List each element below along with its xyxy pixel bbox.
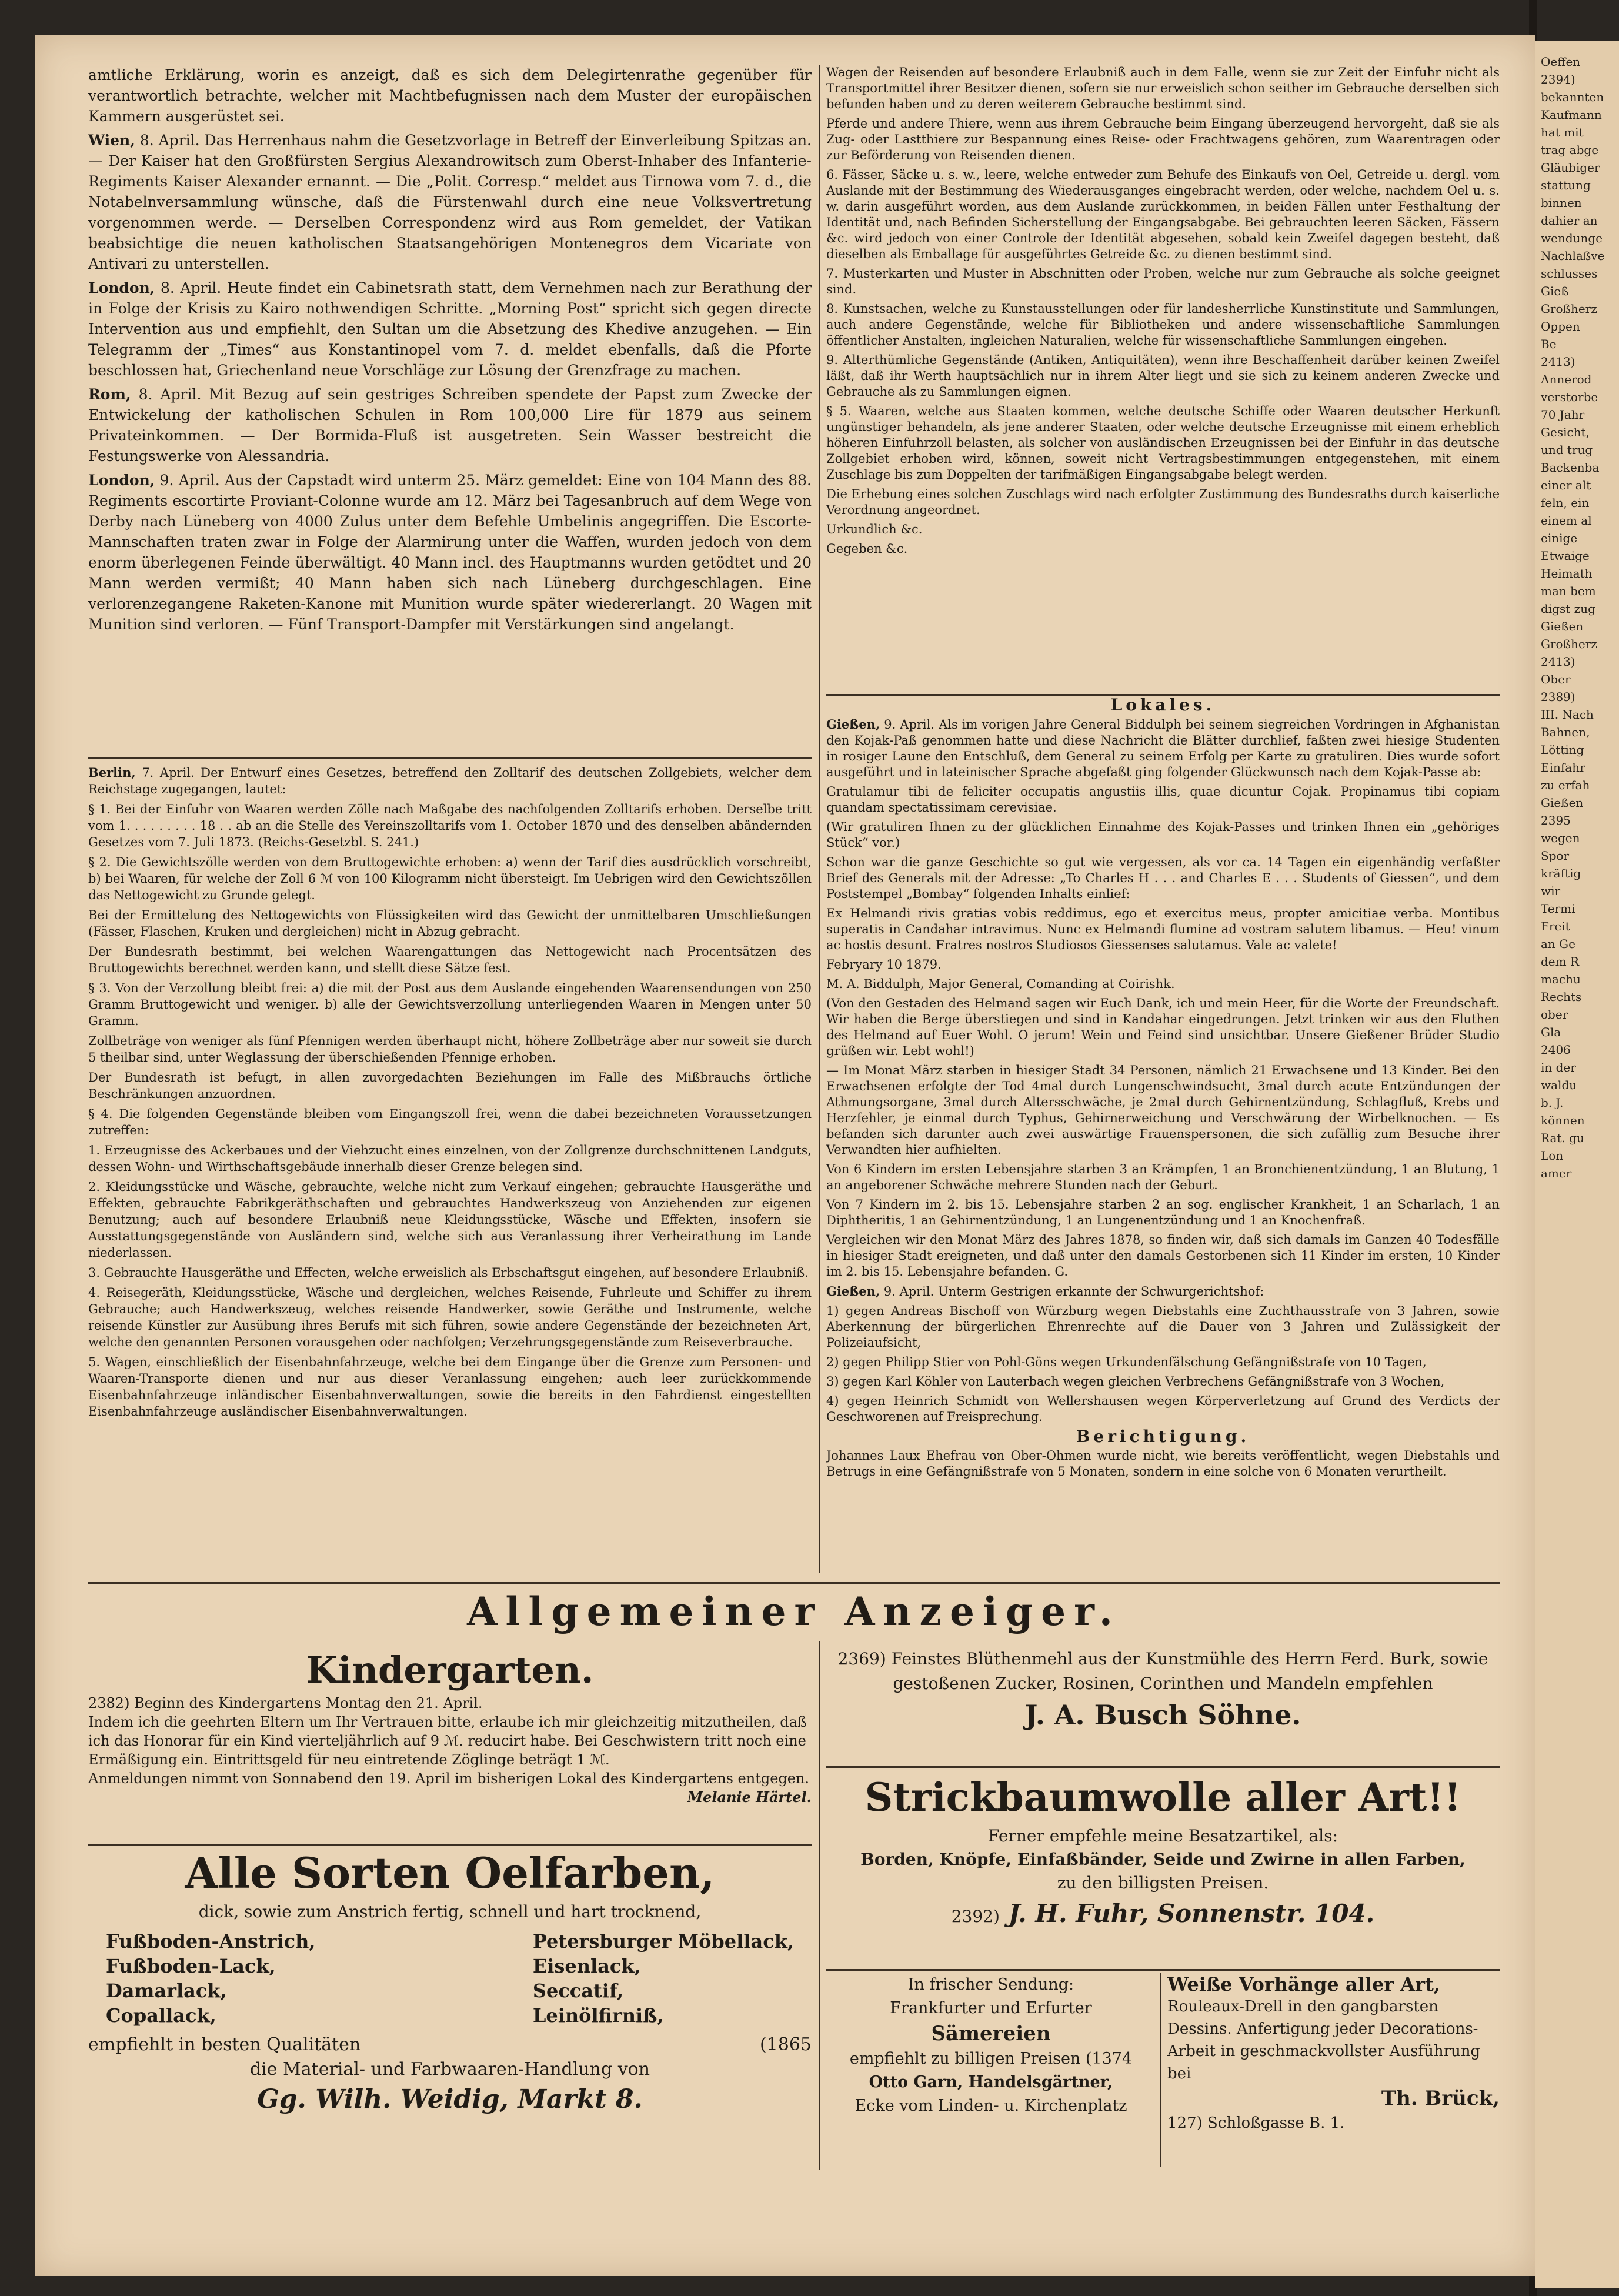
- tariff-item: 3. Gebrauchte Hausgeräthe und Effecten, welche erweislich als Erbschaftsgut eingehen, auf besondere Erlaubniß.: [88, 1266, 809, 1280]
- ad-body: Anmeldungen nimmt von Sonnabend den 19. April im bisherigen Lokal des Kindergartens entgegen.: [88, 1770, 810, 1787]
- ad-divider: [826, 1969, 1500, 1971]
- ad-line: die Material- und Farbwaaren-Handlung von: [249, 2059, 650, 2080]
- ad-title: Strickbaumwolle aller Art!!: [864, 1774, 1461, 1820]
- ad-kindergarten: [88, 1647, 812, 1841]
- edge-line: hat mit: [1541, 125, 1584, 139]
- tariff-section: § 2. Die Gewichtszölle werden von dem Bruttogewichte erhoben: a) wenn der Tarif dies ausdrücklich vorschreibt, b) bei Waaren, für welche der Zoll 6 ℳ von 100 Kilogramm nicht übersteigt. Im Uebrigen wird den Gewichtszöllen das Nettogewicht zu Grunde gelegt.: [88, 855, 812, 902]
- edge-line: Ober: [1541, 672, 1571, 686]
- tariff-section: § 4. Die folgenden Gegenstände bleiben vom Eingangszoll frei, wenn die dabei bezeichneten Voraussetzungen zutreffen:: [88, 1107, 812, 1137]
- ad-divider: [826, 1766, 1500, 1768]
- edge-line: trag abge: [1541, 143, 1599, 157]
- tariff-section: Der Bundesrath bestimmt, bei welchen Waarengattungen das Nettogewicht nach Procentsätzen des Bruttogewichts berechnet werden kann, und stellt diese Sätze fest.: [88, 945, 812, 975]
- edge-line: Heimath: [1541, 566, 1593, 580]
- dateline: Gießen,: [826, 717, 880, 732]
- verdict-item: 4) gegen Heinrich Schmidt von Wellershausen wegen Körperverletzung auf Grund des Verdicts der Geschworenen auf Freisprechung.: [826, 1394, 1500, 1424]
- ad-body: 2369) Feinstes Blüthenmehl aus der Kunstmühle des Herrn Ferd. Burk, sowie gestoßenen Zucker, Rosinen, Corinthen und Mandeln empfehlen: [837, 1649, 1488, 1693]
- product-item: Eisenlack,: [532, 1955, 641, 1977]
- ad-address: 127) Schloßgasse B. 1.: [1167, 2114, 1345, 2132]
- tariff-closing: Gegeben &c.: [826, 542, 908, 556]
- ad-line: empfiehlt in besten Qualitäten (1865: [88, 2033, 812, 2057]
- ad-address: Ecke vom Linden- u. Kirchenplatz: [854, 2097, 1127, 2115]
- edge-line: Oeffen: [1541, 55, 1581, 69]
- tariff-closing: Urkundlich &c.: [826, 522, 923, 536]
- edge-line: Oppen: [1541, 319, 1580, 333]
- local-item: Gießen, 9. April. Unterm Gestrigen erkannte der Schwurgerichtshof:: [826, 1284, 1264, 1299]
- local-item: Gießen, 9. April. Als im vorigen Jahre General Biddulph bei seinem siegreichen Vordringen in Afghanistan den Kojak-Paß genommen hatte und diese Nachricht die Blätter durchlief, faßten zwei hiesige Studenten in rosiger Laune den Entschluß, dem General zu seinem Erfolg per Karte zu gratuliren. Dies wurde sofort ausgeführt und in lateinischer Sprache abgefaßt ging folgender Glückwunsch nach dem Kojak-Passe ab:: [826, 717, 1500, 779]
- ad-divider: [88, 1844, 812, 1846]
- section-divider: [88, 757, 812, 759]
- product-item: Seccatif,: [532, 1980, 624, 2002]
- ad-column-rule: [819, 1641, 820, 2170]
- verdict-item: 2) gegen Philipp Stier von Pohl-Göns wegen Urkundenfälschung Gefängnißstrafe von 10 Tagen,: [826, 1355, 1427, 1369]
- edge-line: einige: [1541, 531, 1578, 545]
- edge-line: schlusses: [1541, 266, 1598, 281]
- edge-line: Backenba: [1541, 460, 1600, 475]
- edge-line: Etwaige: [1541, 549, 1590, 563]
- edge-line: 2406: [1541, 1043, 1571, 1057]
- tariff-item: 5. Wagen, einschließlich der Eisenbahnfahrzeuge, welche bei dem Eingange über die Grenze zum Personen- und Waaren-Transporte dienen und nur aus dieser Veranlassung eingehen; auch leer zurückkommende Eisenbahnfahrzeuge inländischer Eisenbahnverwaltungen, sowie die bereits in den Fahrdienst eingestellten Eisenbahnfahrzeuge ausländischer Eisenbahnverwaltungen.: [88, 1355, 812, 1419]
- ad-firm: 2392) J. H. Fuhr, Sonnenstr. 104.: [951, 1899, 1375, 1928]
- edge-line: 70 Jahr: [1541, 408, 1585, 422]
- ad-knitting-wool: [826, 1770, 1500, 1964]
- dateline: Wien,: [88, 132, 135, 149]
- adjacent-page-text: [1541, 53, 1614, 1182]
- product-item: Fußboden-Anstrich,: [106, 1930, 316, 1953]
- edge-line: dem R: [1541, 955, 1580, 969]
- edge-line: Nachlaßve: [1541, 249, 1605, 263]
- edge-line: Termi: [1541, 902, 1575, 916]
- edge-line: an Ge: [1541, 937, 1575, 951]
- ad-oil-paints: [88, 1847, 812, 2164]
- local-item: Vergleichen wir den Monat März des Jahres 1878, so finden wir, daß sich damals im Ganzen 40 Todesfälle in hiesiger Stadt ereigneten, und daß unter den damals Gestorbenen sich 11 Kinder im ersten, 10 Kinder im 2. bis 15. Lebensjahre befanden. G.: [826, 1233, 1500, 1279]
- edge-line: wendunge: [1541, 231, 1603, 245]
- ad-firm: J. A. Busch Söhne.: [1024, 1699, 1301, 1731]
- edge-line: b. J.: [1541, 1096, 1564, 1110]
- ad-curtains: [1167, 1973, 1500, 2167]
- tariff-item: 4. Reisegeräth, Kleidungsstücke, Wäsche und dergleichen, welches Reisende, Fuhrleute und Schiffer zu ihrem Gebrauche; auch Handwerkszeug, welches reisende Handwerker, sowie Geräthe und Instrumente, welche reisende Künstler zur Ausübung ihres Berufs mit sich führen, sowie andere Gegenstände der bezeichneten Art, welche den genannten Personen vorausgehen oder nachfolgen; Verzehrungsgegenstände zum Reiseverbrauche.: [88, 1286, 812, 1349]
- edge-line: man bem: [1541, 584, 1596, 598]
- edge-line: wegen: [1541, 831, 1580, 845]
- edge-line: 2394): [1541, 72, 1575, 86]
- latin-quote: Ex Helmandi rivis gratias vobis reddimus, ego et exercitus meus, propter amicitiae verba. Montibus superatis in Candahar intravimus. Nunc ex Helmandi flumine ad vostram salutem libamus. — Heu! vinum ac hostis desunt. Fratres nostros Studiosos Giessenses salutamus. Vale ac valete!: [826, 906, 1500, 952]
- section-title-lokales: Lokales.: [1110, 697, 1216, 715]
- edge-line: digst zug: [1541, 602, 1595, 616]
- edge-line: Spor: [1541, 849, 1570, 863]
- edge-line: 2413): [1541, 655, 1575, 669]
- ad-signature: Melanie Härtel.: [687, 1788, 812, 1806]
- news-london: London, 8. April. Heute findet ein Cabinetsrath statt, dem Vernehmen nach zur Berathung der in Folge der Krisis zu Kairo nothwendigen Schritte. „Morning Post“ spricht sich gegen directe Intervention aus und empfiehlt, den Sultan um die Absetzung des Khedive anzugehen. — Ein Telegramm der „Times“ aus Konstantinopel vom 7. d. meldet ebenfalls, daß die Pforte beschlossen hat, Griechenland neue Vorschläge zur Lösung der Grenzfrage zu machen.: [88, 279, 812, 379]
- translation: (Von den Gestaden des Helmand sagen wir Euch Dank, ich und mein Heer, für die Worte der Freundschaft. Wir haben die Berge überstiegen und sind in Kandahar eingedrungen. Jetzt trinken wir aus den Fluthen des Helmand auf Euer Wohl. O jerum! Wein und Feind sind unsichtbar. Unsere Gießener Brüder Studio grüßen wir. Lebt wohl!): [826, 996, 1500, 1058]
- product-item: Copallack,: [106, 2004, 216, 2027]
- edge-line: Lon: [1541, 1149, 1564, 1163]
- edge-line: kräftig: [1541, 866, 1581, 880]
- ad-firm: Gg. Wilh. Weidig, Markt 8.: [257, 2084, 643, 2114]
- tariff-law-column: [88, 765, 812, 1570]
- tariff-item: 8. Kunstsachen, welche zu Kunstausstellungen oder für landesherrliche Kunstinstitute und Sammlungen, auch andere Gegenstände, welche für Bibliotheken und andere wissenschaftliche Sammlungen öffentlicher Anstalten, ingleichen Naturalien, welche für wissenschaftliche Sammlungen eingehen.: [826, 302, 1500, 348]
- ad-title: Alle Sorten Oelfarben,: [185, 1848, 715, 1898]
- correction-text: Johannes Laux Ehefrau von Ober-Ohmen wurde nicht, wie bereits veröffentlicht, wegen Diebstahls und Betrugs in eine Gefängnißstrafe von 5 Monaten, sondern in eine solche von 6 Monaten verurtheilt.: [826, 1449, 1500, 1479]
- tariff-item: Pferde und andere Thiere, wenn aus ihrem Gebrauche beim Eingang überzeugend hervorgeht, daß sie als Zug- oder Lastthiere zur Bespannung eines Reise- oder Frachtwagens gehören, zum Waarentragen oder zur Beförderung von Reisenden dienen.: [826, 116, 1500, 162]
- edge-line: Gla: [1541, 1025, 1561, 1039]
- tariff-section: Zollbeträge von weniger als fünf Pfennigen werden überhaupt nicht, höhere Zollbeträge aber nur soweit sie durch 5 theilbar sind, unter Weglassung der überschießenden Pfennige erhoben.: [88, 1034, 812, 1064]
- edge-line: Rat. gu: [1541, 1131, 1584, 1145]
- ad-number: 2392): [951, 1907, 1000, 1926]
- section-divider: [826, 694, 1500, 696]
- verdict-item: 3) gegen Karl Köhler von Lauterbach wegen gleichen Verbrechens Gefängnißstrafe von 3 Wochen,: [826, 1374, 1445, 1389]
- ad-title: Kindergarten.: [306, 1648, 594, 1691]
- news-paragraph: amtliche Erklärung, worin es anzeigt, daß es sich dem Delegirtenrathe gegenüber für verantwortlich betrachte, welcher mit Machtbefugnissen nach dem Muster der europäischen Kammern ausgerüstet sei.: [88, 66, 812, 125]
- tariff-section: Der Bundesrath ist befugt, in allen zuvorgedachten Beziehungen im Falle des Mißbrauchs örtliche Beschränkungen anzuordnen.: [88, 1070, 812, 1101]
- tariff-intro: Berlin, 7. April. Der Entwurf eines Gesetzes, betreffend den Zolltarif des deutschen Zollgebiets, welcher dem Reichstage zugegangen, lautet:: [88, 765, 812, 796]
- edge-line: Gesicht,: [1541, 425, 1590, 439]
- edge-line: Gießen: [1541, 619, 1584, 633]
- edge-line: Einfahr: [1541, 760, 1585, 775]
- edge-line: dahier an: [1541, 213, 1598, 228]
- local-item: Von 7 Kindern im 2. bis 15. Lebensjahre starben 2 an sog. englischer Krankheit, 1 an Scharlach, 1 an Diphtheritis, 1 an Gehirnentzündung, 1 an Lungenentzündung und 1 an Knochenfraß.: [826, 1197, 1500, 1227]
- letter-date: Febryary 10 1879.: [826, 957, 942, 972]
- latin-quote: Gratulamur tibi de feliciter occupatis angustiis illis, quae dicuntur Cojak. Propinamus tibi copiam quandam spectatissimam cerevisiae.: [826, 785, 1500, 815]
- ad-line: Ferner empfehle meine Besatzartikel, als:: [988, 1826, 1338, 1846]
- tariff-item: 7. Musterkarten und Muster in Abschnitten oder Proben, welche nur zum Gebrauche als solche geeignet sind.: [826, 266, 1500, 296]
- edge-line: Großherz: [1541, 637, 1597, 651]
- tariff-item: Wagen der Reisenden auf besondere Erlaubniß auch in dem Falle, wenn sie zur Zeit der Einfuhr nicht als Transportmittel ihrer Besitzer dienen, sofern sie nur erweislich schon seither im Gebrauche derselben sich befunden haben und zu deren weiterem Gebrauche bestimmt sind.: [826, 65, 1500, 111]
- edge-line: Bahnen,: [1541, 725, 1590, 739]
- edge-line: ober: [1541, 1007, 1568, 1022]
- edge-line: Lötting: [1541, 743, 1584, 757]
- local-item: Von 6 Kindern im ersten Lebensjahre starben 3 an Krämpfen, 1 an Bronchienentzündung, 1 an Blutung, 1 an angeborener Schwäche mehrere Stunden nach der Geburt.: [826, 1162, 1500, 1192]
- tariff-section: Die Erhebung eines solchen Zuschlags wird nach erfolgter Zustimmung des Bundesraths durch kaiserliche Verordnung angeordnet.: [826, 487, 1500, 517]
- news-wien: Wien, 8. April. Das Herrenhaus nahm die Gesetzvorlage in Betreff der Einverleibung Spitzas an. — Der Kaiser hat den Großfürsten Sergius Alexandrowitsch zum Oberst-Inhaber des Infanterie-Regiments Kaiser Alexander ernannt. — Die „Polit. Corresp.“ meldet aus Tirnowa vom 7. d., die Notabelnversammlung wünsche, daß die Fürstenwahl durch eine neue Volksvertretung vorgenommen werde. — Derselben Correspondenz wird aus Rom gemeldet, der Vatikan beabsichtige die neuen katholischen Staatsangehörigen Montenegros dem Vicariate von Antivari zu unterstellen.: [88, 132, 812, 272]
- edge-line: Freit: [1541, 919, 1570, 933]
- edge-line: und trug: [1541, 443, 1593, 457]
- advertiser-title: Allgemeiner Anzeiger.: [467, 1588, 1121, 1634]
- author-mark: G.: [1054, 1264, 1069, 1279]
- translation: (Wir gratuliren Ihnen zu der glücklichen Einnahme des Kojak-Passes und trinken Ihnen ein „gehöriges Stück“ vor.): [826, 820, 1500, 850]
- product-item: Leinölfirniß,: [532, 2004, 664, 2027]
- local-news-column: [826, 697, 1500, 1573]
- dateline: Rom,: [88, 386, 131, 403]
- dateline: London,: [88, 472, 155, 489]
- ad-firm: Th. Brück,: [1381, 2087, 1500, 2110]
- edge-line: Großherz: [1541, 302, 1597, 316]
- ad-line: In frischer Sendung:: [907, 1975, 1074, 1994]
- edge-line: 2389): [1541, 690, 1575, 704]
- local-item: — Im Monat März starben in hiesiger Stadt 34 Personen, nämlich 21 Erwachsene und 13 Kinder. Bei den Erwachsenen erfolgte der Tod 4mal durch Lungenschwindsucht, 3mal durch acute Entzündungen der Athmungsorgane, 3mal durch Altersschwäche, je 2mal durch Gehirnentzündung, Schlagfluß, Krebs und Herzfehler, je einmal durch Typhus, Gehirnerweichung und Verschwärung der Wirbelknochen. — Es befanden sich darunter auch zwei auswärtige Frauenspersonen, die sich zufällig zum Besuche ihrer Verwandten hier aufhielten.: [826, 1063, 1500, 1157]
- edge-line: zu erfah: [1541, 778, 1590, 792]
- news-rom: Rom, 8. April. Mit Bezug auf sein gestriges Schreiben spendete der Papst zum Zwecke der Entwickelung der katholischen Schulen in Rom 100,000 Lire für 1879 aus seinem Privateinkommen. — Der Bormida-Fluß ist ausgetreten. Sein Wasser bestreicht die Festungswerke von Alessandria.: [88, 386, 812, 465]
- tariff-item: 2. Kleidungsstücke und Wäsche, gebrauchte, welche nicht zum Verkauf eingehen; gebrauchte Hausgeräthe und Effekten, gebrauchte Fabrikgeräthschaften und gebrauchtes Handwerkszeug von Anziehenden zur eigenen Benutzung; auch auf besondere Erlaubniß neue Kleidungsstücke, Wäsche und Effekten, insofern sie Ausstattungsgegenstände von Ausländern sind, welche sich aus Veranlassung ihrer Verheirathung im Lande niederlassen.: [88, 1180, 812, 1260]
- product-list: [88, 1924, 812, 2033]
- edge-line: können: [1541, 1113, 1585, 1127]
- edge-line: amer: [1541, 1166, 1572, 1180]
- product-item: Damarlack,: [106, 1980, 227, 2002]
- edge-line: waldu: [1541, 1078, 1577, 1092]
- edge-line: wir: [1541, 884, 1561, 898]
- ad-title: Sämereien: [931, 2022, 1051, 2045]
- ad-body: Rouleaux-Drell in den gangbarsten Dessins. Anfertigung jeder Decorations-Arbeit in geschmackvollster Ausführung bei: [1167, 1998, 1481, 2083]
- political-news-column: [88, 65, 812, 753]
- ad-firm: Otto Garn, Handelsgärtner,: [869, 2073, 1113, 2091]
- ad-subtitle: dick, sowie zum Anstrich fertig, schnell und hart trocknend,: [198, 1902, 702, 1921]
- product-item: Petersburger Möbellack,: [532, 1930, 794, 1953]
- section-divider: [88, 1582, 1500, 1584]
- ad-line: empfiehlt zu billigen Preisen (1374: [849, 2050, 1133, 2068]
- edge-line: einer alt: [1541, 478, 1591, 492]
- ad-column-rule: [1160, 1973, 1161, 2167]
- edge-line: Gieß: [1541, 284, 1569, 298]
- edge-line: in der: [1541, 1060, 1576, 1074]
- edge-line: binnen: [1541, 196, 1582, 210]
- dateline: Berlin,: [88, 765, 136, 780]
- verdict-item: 1) gegen Andreas Bischoff von Würzburg wegen Diebstahls eine Zuchthausstrafe von 3 Jahren, sowie Aberkennung der bürgerlichen Ehrenrechte auf die Dauer von 3 Jahren und Zulässigkeit der Polizeiaufsicht,: [826, 1304, 1500, 1350]
- tariff-section: § 3. Von der Verzollung bleibt frei: a) die mit der Post aus dem Auslande eingehenden Waarensendungen von 250 Gramm Bruttogewicht und weniger. b) alle der Gewichtsverzollung unterliegenden Waaren in Mengen unter 50 Gramm.: [88, 981, 812, 1028]
- edge-line: Gießen: [1541, 796, 1584, 810]
- tariff-section: § 5. Waaren, welche aus Staaten kommen, welche deutsche Schiffe oder Waaren deutscher Herkunft ungünstiger behandeln, als jene anderer Staaten, oder welche deutsche Erzeugnisse mit einem erheblich höheren Einfuhrzoll belasten, als solcher von ausländischen Erzeugnissen bei der Einfuhr in das deutsche Zollgebiet erhoben wird, können, soweit nicht Vertragsbestimmungen entgegenstehen, mit einem Zuschlage bis zum Doppelten der tarifmäßigen Eingangsabgabe belegt werden.: [826, 404, 1500, 482]
- product-list-right: [533, 1929, 794, 2028]
- ad-title: Weiße Vorhänge aller Art,: [1167, 1973, 1440, 1995]
- edge-line: III. Nach: [1541, 708, 1594, 722]
- tariff-section: § 1. Bei der Einfuhr von Waaren werden Zölle nach Maßgabe des nachfolgenden Zolltarifs erhoben. Derselbe tritt vom 1. . . . . . . . . 18 . . ab an die Stelle des Vereinszolltarifs vom 1. October 1870 und des denselben abändernden Gesetzes vom 7. Juli 1873. (Reichs-Gesetzbl. S. 241.): [88, 802, 812, 849]
- edge-line: 2395: [1541, 813, 1571, 827]
- ad-seeds: [826, 1973, 1156, 2167]
- tariff-item: 6. Fässer, Säcke u. s. w., leere, welche entweder zum Behufe des Einkaufs von Oel, Getreide u. dergl. vom Auslande mit der Bestimmung des Wiederausganges eingebracht werden, oder welche, nachdem Oel u. s. w. darin ausgeführt worden, aus dem Auslande zurückkommen, in beiden Fällen unter Festhaltung der Identität und, nach Befinden Sicherstellung der Eingangsabgabe. Bei gebrauchten leeren Säcken, Fässern &c. wird jedoch von einer Controle der Identität abgesehen, sobald kein Zweifel dagegen besteht, daß dieselben als Emballage für ausgeführtes Getreide &c. zu dienen bestimmt sind.: [826, 168, 1500, 261]
- tariff-section: Bei der Ermittelung des Nettogewichts von Flüssigkeiten wird das Gewicht der unmittelbaren Umschließungen (Fässer, Flaschen, Kruken und dergleichen) nicht in Abzug gebracht.: [88, 908, 812, 939]
- ad-line: zu den billigsten Preisen.: [1057, 1873, 1269, 1893]
- edge-line: verstorbe: [1541, 390, 1598, 404]
- edge-line: feln, ein: [1541, 496, 1590, 510]
- tariff-item: 9. Alterthümliche Gegenstände (Antiken, Antiquitäten), wenn ihre Beschaffenheit darüber keinen Zweifel läßt, daß ihr Werth hauptsächlich nur in ihrem Alter liegt und sie sich zu keinem anderen Zwecke und Gebrauche als zu Sammlungen eignen.: [826, 353, 1500, 399]
- dateline: London,: [88, 279, 155, 296]
- adjacent-page-edge: [1535, 41, 1619, 2288]
- edge-line: einem al: [1541, 513, 1592, 528]
- ad-line: Frankfurter und Erfurter: [890, 1999, 1092, 2017]
- edge-line: Kaufmann: [1541, 108, 1602, 122]
- tariff-continued-column: [826, 65, 1500, 694]
- ad-line: 2382) Beginn des Kindergartens Montag den 21. April.: [88, 1695, 483, 1711]
- local-item: Schon war die ganze Geschichte so gut wie vergessen, als vor ca. 14 Tagen ein eigenhändig verfaßter Brief des Generals mit der Adresse: „To Charles H . . . and Charles E . . . Students of Giessen“, und dem Poststempel „Bombay“ folgenden Inhalts einlief:: [826, 855, 1500, 901]
- edge-line: stattung: [1541, 178, 1591, 192]
- letter-signer: M. A. Biddulph, Major General, Comanding at Coirishk.: [826, 977, 1175, 991]
- column-rule: [819, 65, 820, 1573]
- edge-line: Annerod: [1541, 372, 1592, 386]
- ad-number: (1865: [759, 2034, 812, 2055]
- correction-title: Berichtigung.: [1076, 1427, 1250, 1446]
- ad-body: Indem ich die geehrten Eltern um Ihr Vertrauen bitte, erlaube ich mir gleichzeitig mitzutheilen, daß ich das Honorar für ein Kind vierteljährlich auf 9 ℳ. reducirt habe. Bei Geschwistern tritt noch eine Ermäßigung ein. Eintrittsgeld für neu eintretende Zöglinge beträgt 1 ℳ.: [88, 1714, 807, 1768]
- edge-line: 2413): [1541, 355, 1575, 369]
- edge-line: Gläubiger: [1541, 161, 1600, 175]
- product-item: Fußboden-Lack,: [106, 1955, 276, 1977]
- edge-line: Be: [1541, 337, 1557, 351]
- edge-line: bekannten: [1541, 90, 1604, 104]
- news-london-2: London, 9. April. Aus der Capstadt wird unterm 25. März gemeldet: Eine von 104 Mann des 88. Regiments escortirte Proviant-Colonne wurde am 12. März bei Tagesanbruch auf dem Wege von Derby nach Lüneberg von 4000 Zulus unter dem Befehle Umbelinis angegriffen. Die Escorte-Mannschaften traten zwar in Folge der Alarmirung unter die Waffen, wurden jedoch von dem enorm überlegenen Feinde überwältigt. 40 Mann incl. des Hauptmanns wurden getödtet und 20 Mann werden vermißt; 40 Mann haben sich nach Lüneberg durchgeschlagen. Eine verlorenzegangene Raketen-Kanone mit Munition wurde später wiedererlangt. 20 Wagen mit Munition sind verloren. — Fünf Transport-Dampfer mit Verstärkungen sind angelangt.: [88, 472, 812, 633]
- edge-line: machu: [1541, 972, 1581, 986]
- ad-flour: [826, 1647, 1500, 1764]
- product-list-left: [106, 1929, 316, 2028]
- tariff-item: 1. Erzeugnisse des Ackerbaues und der Viehzucht eines einzelnen, von der Zollgrenze durchschnittenen Landguts, dessen Wohn- und Wirthschaftsgebäude innerhalb dieser Grenze belegen sind.: [88, 1143, 812, 1174]
- dateline: Gießen,: [826, 1284, 880, 1299]
- ad-line: Borden, Knöpfe, Einfaßbänder, Seide und Zwirne in allen Farben,: [860, 1850, 1466, 1869]
- edge-line: Rechts: [1541, 990, 1582, 1004]
